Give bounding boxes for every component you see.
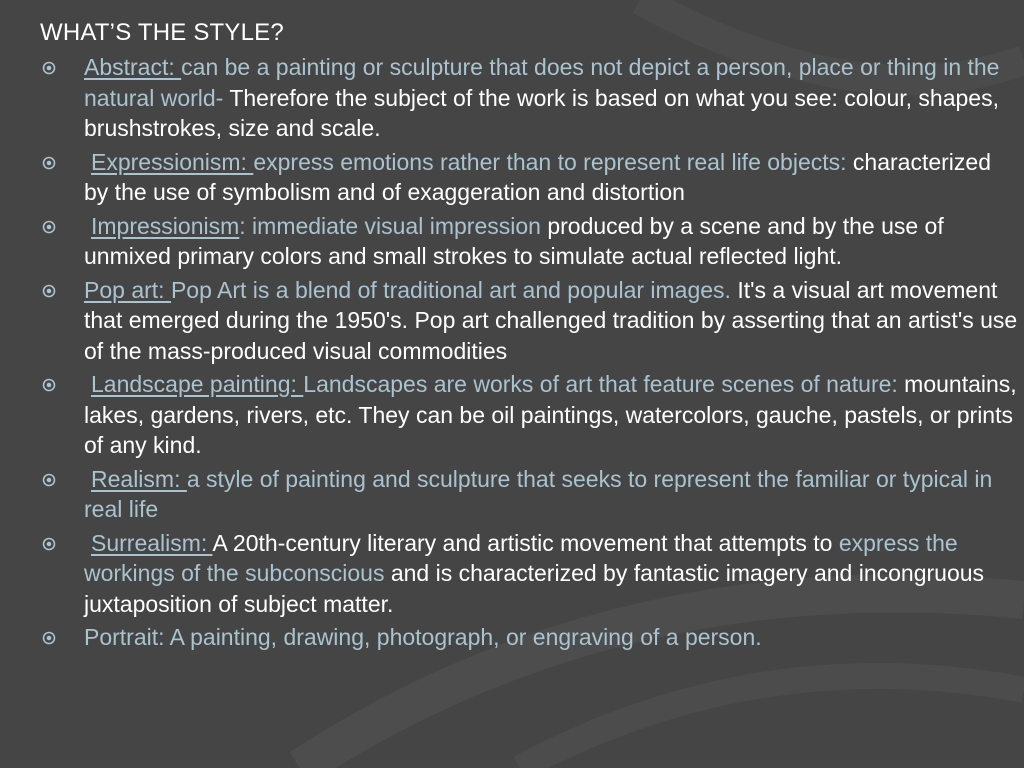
circled-dot-bullet-icon: [42, 61, 56, 75]
bullet-surrealism: [40, 528, 1020, 620]
term-pop-art: Pop art:: [84, 276, 171, 303]
definition-expressionism: express emotions rather than to represent real life objects:: [253, 148, 847, 175]
definition-abstract: can be a painting or sculpture that does not depict a person, place or thing in the natural world-: [84, 54, 1000, 111]
detail-landscape-painting: mountains, lakes, gardens, rivers, etc. They can be oil paintings, watercolors, gauche, pastels, or prints of any kind.: [84, 371, 1017, 458]
slide-title: WHAT’S THE STYLE?: [40, 19, 284, 46]
definition-realism: a style of painting and sculpture that seeks to represent the familiar or typical in real life: [84, 465, 993, 522]
highlight-surrealism: express the workings of the subconscious: [84, 529, 958, 586]
circled-dot-bullet-icon: [42, 156, 56, 170]
bullet-realism: [40, 464, 1020, 525]
definition-surrealism: A 20th-century literary and artistic movement that attempts to: [212, 529, 839, 556]
bullet-expressionism: [40, 147, 1020, 208]
bullet-abstract: [40, 52, 1020, 144]
definition-portrait: Portrait: A painting, drawing, photograph, or engraving of a person.: [84, 624, 762, 650]
bullet-pop-art: [40, 275, 1020, 367]
circled-dot-bullet-icon: [42, 473, 56, 487]
definition-pop-art: Pop Art is a blend of traditional art and popular images.: [170, 276, 731, 303]
definition-landscape-painting: Landscapes are works of art that feature scenes of nature:: [303, 371, 898, 397]
term-impressionism: Impressionism: [91, 212, 240, 239]
detail-pop-art: It's a visual art movement that emerged during the 1950's. Pop art challenged tradition by asserting that an artist's use of the mass-produced visual commodities: [84, 276, 1018, 364]
bullet-list: [40, 52, 1020, 653]
circled-dot-bullet-icon: [42, 220, 56, 234]
definition-impressionism: : immediate visual impression: [239, 212, 541, 239]
bullet-portrait: [40, 622, 1020, 653]
circled-dot-bullet-icon: [42, 378, 56, 392]
term-surrealism: Surrealism:: [91, 529, 213, 556]
term-landscape-painting: Landscape painting:: [91, 371, 304, 397]
detail-surrealism: and is characterized by fantastic imagery and incongruous juxtaposition of subject matter.: [84, 560, 985, 617]
circled-dot-bullet-icon: [42, 631, 56, 645]
term-realism: Realism:: [91, 465, 187, 492]
detail-abstract: Therefore the subject of the work is based on what you see: colour, shapes, brushstrokes, size and scale.: [84, 84, 999, 141]
circled-dot-bullet-icon: [42, 284, 56, 298]
slide-content: [40, 16, 1020, 656]
circled-dot-bullet-icon: [42, 537, 56, 551]
term-abstract: Abstract:: [84, 54, 182, 80]
detail-expressionism: characterized by the use of symbolism and of exaggeration and distortion: [84, 148, 991, 205]
bullet-impressionism: [40, 211, 1020, 272]
detail-impressionism: produced by a scene and by the use of unmixed primary colors and small strokes to simulate actual reflected light.: [84, 212, 944, 269]
bullet-landscape-painting: [40, 369, 1020, 461]
term-expressionism: Expressionism:: [91, 148, 254, 175]
